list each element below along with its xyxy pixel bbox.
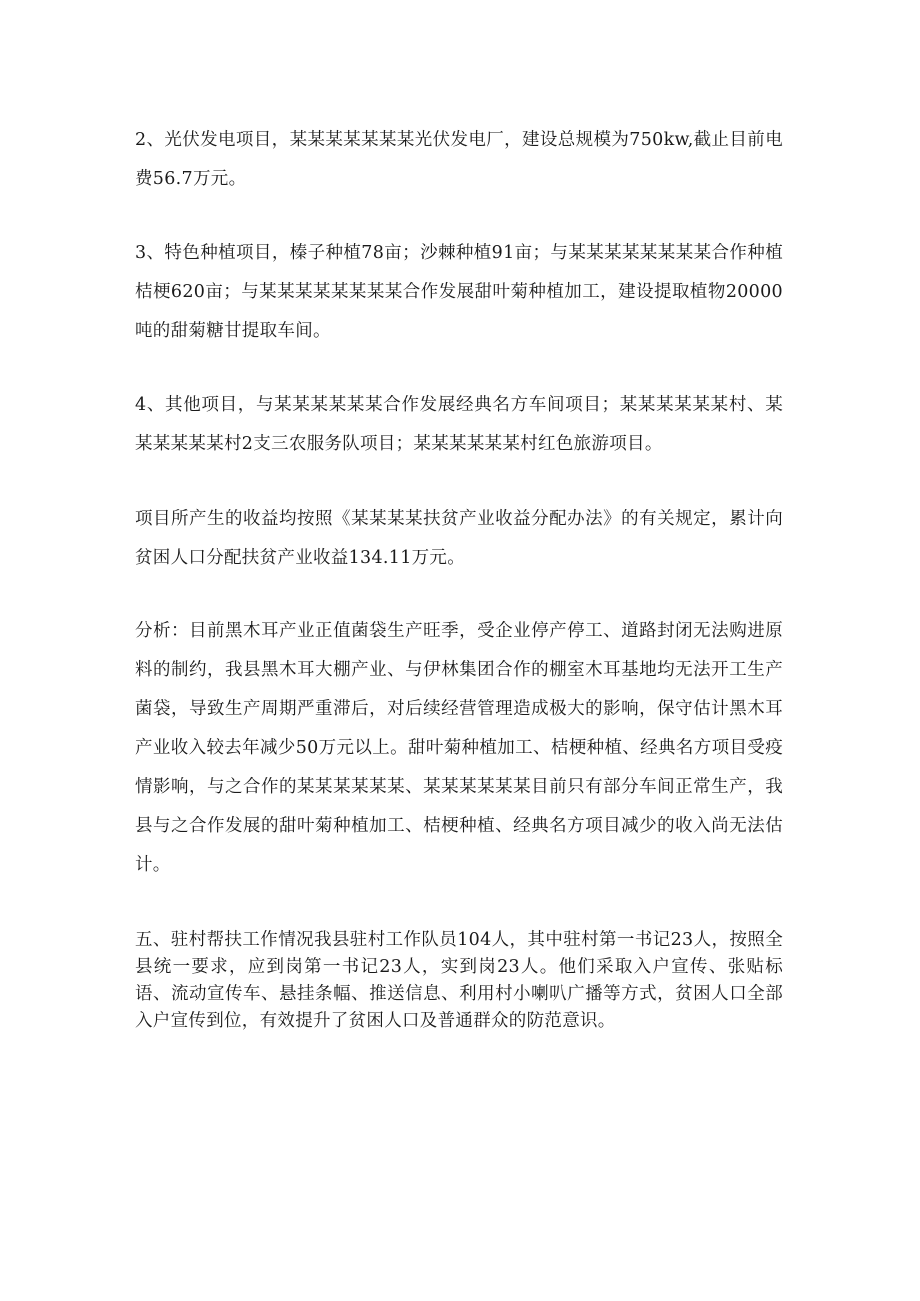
paragraph-village-assistance: 五、驻村帮扶工作情况我县驻村工作队员104人，其中驻村第一书记23人，按照全县统一要求，应到岗第一书记23人，实到岗23人。他们采取入户宣传、张贴标语、流动宣传车、悬挂条幅、推送信息、利用村小喇叭广播等方式，贫困人口全部入户宣传到位，有效提升了贫困人口及普通群众的防范意识。 [135, 930, 783, 1031]
paragraph-solar-project: 2、光伏发电项目，某某某某某某某光伏发电厂，建设总规模为750kw,截止目前电费56.7万元。 [135, 130, 783, 189]
paragraph-analysis: 分析：目前黑木耳产业正值菌袋生产旺季，受企业停产停工、道路封闭无法购进原料的制约，我县黑木耳大棚产业、与伊林集团合作的棚室木耳基地均无法开工生产菌袋，导致生产周期严重滞后，对后续经营管理造成极大的影响，保守估计黑木耳产业收入较去年减少50万元以上。甜叶菊种植加工、桔梗种植、经典名方项目受疫情影响，与之合作的某某某某某某、某某某某某某目前只有部分车间正常生产，我县与之合作发展的甜叶菊种植加工、桔梗种植、经典名方项目减少的收入尚无法估计。 [135, 621, 783, 875]
paragraph-planting-project: 3、特色种植项目，榛子种植78亩；沙棘种植91亩；与某某某某某某某某合作种植桔梗620亩；与某某某某某某某某合作发展甜叶菊种植加工，建设提取植物20000吨的甜菊糖甘提取车间。 [135, 243, 783, 341]
paragraph-income-distribution: 项目所产生的收益均按照《某某某某扶贫产业收益分配办法》的有关规定，累计向贫困人口分配扶贫产业收益134.11万元。 [135, 509, 783, 568]
document-body [135, 121, 783, 1035]
paragraph-other-projects: 4、其他项目，与某某某某某某合作发展经典名方车间项目；某某某某某某村、某某某某某某村2支三农服务队项目；某某某某某某村红色旅游项目。 [135, 395, 783, 454]
